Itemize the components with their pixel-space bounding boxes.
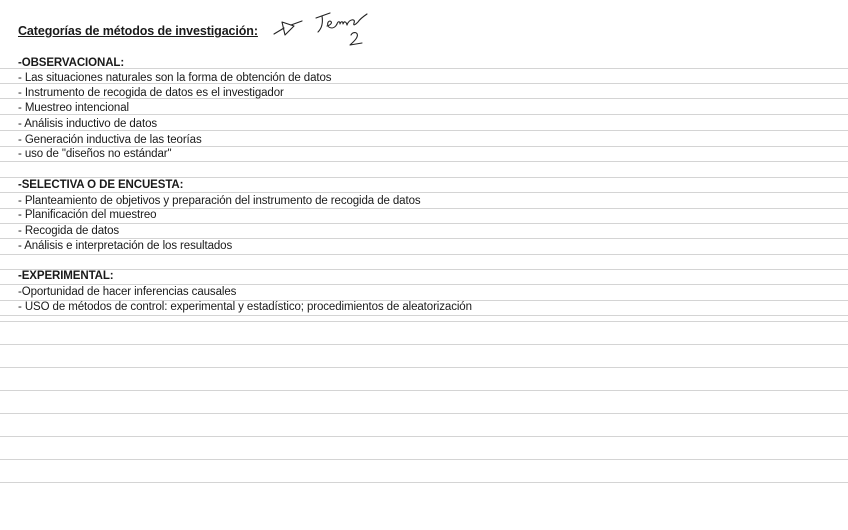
rule-line [0,459,848,460]
rule-line [0,321,848,322]
list-item: - Recogida de datos [18,225,120,237]
list-item: -Oportunidad de hacer inferencias causales [18,286,237,298]
rule-line [0,269,848,270]
section-heading-selectiva: -SELECTIVA O DE ENCUESTA: [18,179,184,191]
rule-line [0,68,848,69]
document-title: Categorías de métodos de investigación: [18,24,258,38]
rule-line [0,344,848,345]
section-heading-observacional: -OBSERVACIONAL: [18,57,125,69]
rule-line [0,436,848,437]
handwritten-note-tema-2 [272,4,372,50]
list-item: - Instrumento de recogida de datos es el investigador [18,87,284,99]
list-item: - Las situaciones naturales son la forma de obtención de datos [18,72,332,84]
list-item: - Generación inductiva de las teorías [18,134,202,146]
rule-line [0,161,848,162]
list-item: - uso de "diseños no estándar" [18,148,172,160]
rule-line [0,390,848,391]
list-item: - USO de métodos de control: experimental y estadístico; procedimientos de aleatorización [18,301,472,313]
list-item: - Planteamiento de objetivos y preparación del instrumento de recogida de datos [18,195,421,207]
rule-line [0,192,848,193]
list-item: - Análisis inductivo de datos [18,118,158,130]
rule-line [0,223,848,224]
list-item: - Planificación del muestreo [18,209,157,221]
rule-line [0,413,848,414]
list-item: - Análisis e interpretación de los resultados [18,240,233,252]
list-item: - Muestreo intencional [18,102,129,114]
rule-line [0,315,848,316]
rule-line [0,254,848,255]
rule-line [0,367,848,368]
rule-line [0,482,848,483]
section-heading-experimental: -EXPERIMENTAL: [18,270,114,282]
